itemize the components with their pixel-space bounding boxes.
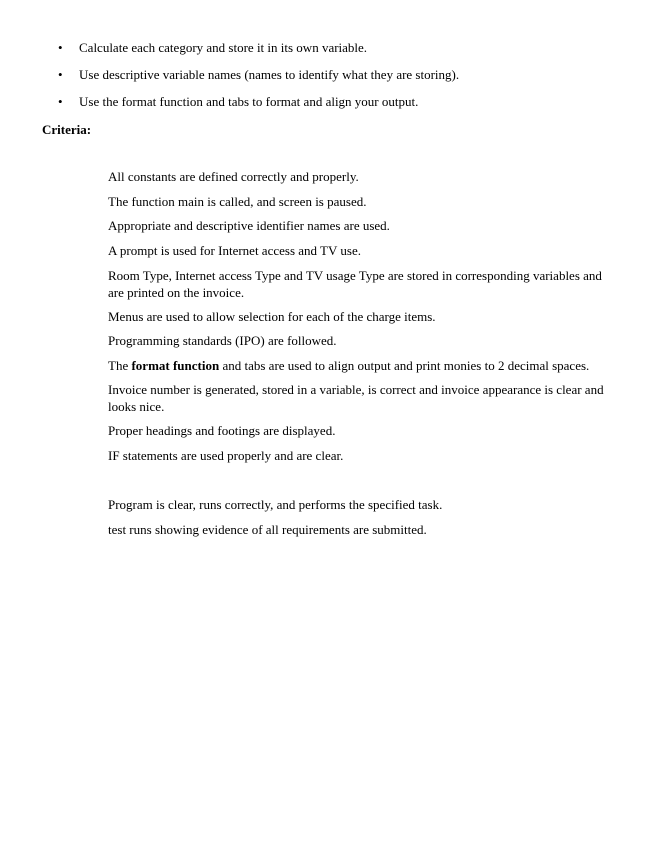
- bullet-icon: •: [58, 94, 63, 109]
- bullet-text: Use descriptive variable names (names to identify what they are storing).: [79, 67, 460, 82]
- criteria-item: Programming standards (IPO) are followed.: [108, 333, 337, 348]
- criteria-item: Menus are used to allow selection for each of the charge items.: [108, 309, 436, 324]
- criteria-item: The function main is called, and screen is paused.: [108, 194, 367, 209]
- format-function-bold-text: format function: [131, 358, 220, 373]
- bullet-item: [0, 39, 669, 57]
- criteria-item: Room Type, Internet access Type and TV usage Type are stored in corresponding variables and are printed on the invoice.: [108, 268, 602, 300]
- criteria-item-prefix: The: [108, 358, 132, 373]
- bullet-text: Calculate each category and store it in its own variable.: [79, 40, 368, 55]
- criteria-item: All constants are defined correctly and properly.: [108, 169, 359, 184]
- bullet-text: Use the format function and tabs to format and align your output.: [79, 94, 419, 109]
- criteria-item: Appropriate and descriptive identifier names are used.: [108, 218, 390, 233]
- criteria-item-suffix: and tabs are used to align output and print monies to 2 decimal spaces.: [219, 358, 590, 373]
- criteria-heading: Criteria:: [42, 122, 92, 137]
- criteria-item: Invoice number is generated, stored in a variable, is correct and invoice appearance is clear and looks nice.: [108, 382, 604, 414]
- criteria-item: test runs showing evidence of all requirements are submitted.: [108, 522, 427, 537]
- bullet-item: [0, 93, 669, 111]
- criteria-item: A prompt is used for Internet access and TV use.: [108, 243, 361, 258]
- criteria-item: Proper headings and footings are displayed.: [108, 423, 336, 438]
- criteria-item: IF statements are used properly and are clear.: [108, 448, 344, 463]
- bullet-icon: •: [58, 40, 63, 55]
- criteria-item: Program is clear, runs correctly, and performs the specified task.: [108, 497, 443, 512]
- criteria-item: [108, 357, 618, 374]
- bullet-icon: •: [58, 67, 63, 82]
- bullet-item: [0, 66, 669, 84]
